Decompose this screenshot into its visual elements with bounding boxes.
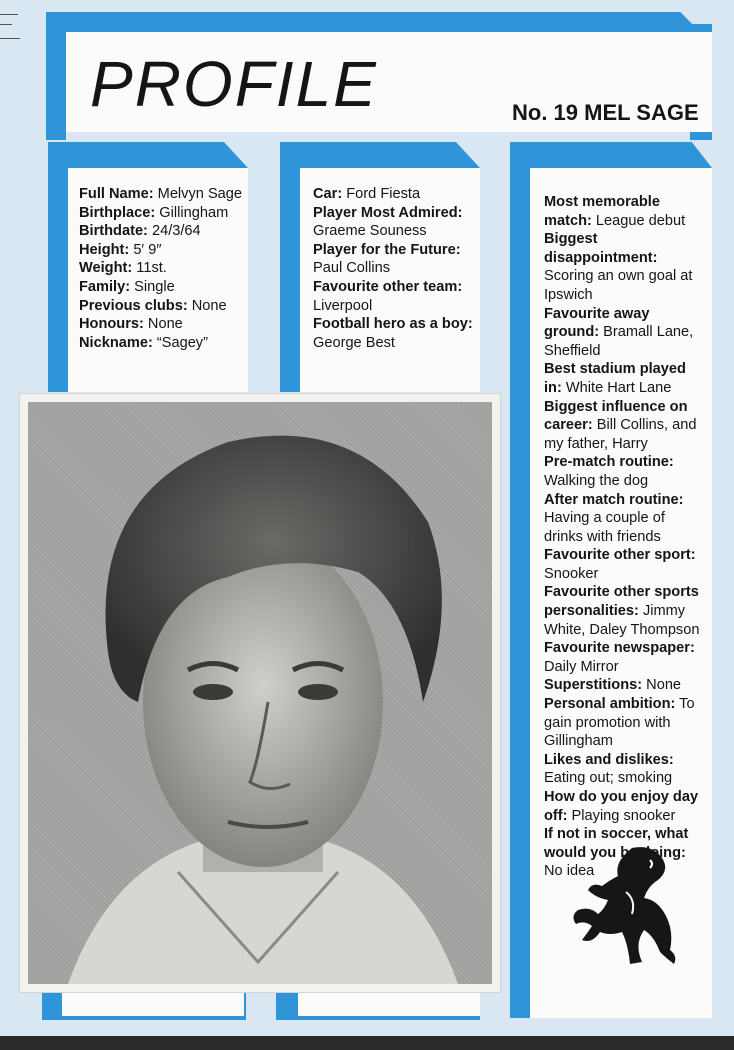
page-title: PROFILE [90, 48, 378, 120]
profile-entry [544, 360, 706, 397]
entry-label: Pre-match routine: [544, 454, 674, 471]
entry-value: Paul Collins [313, 260, 391, 277]
entry-label: Best stadium played in: [544, 361, 686, 396]
profile-entry [544, 639, 706, 676]
entry-value: Scoring an own goal at Ipswich [544, 268, 693, 303]
profile-entry [544, 193, 706, 230]
entry-label: Birthplace: [79, 204, 156, 221]
entry-value: None [143, 316, 183, 333]
profile-entry [79, 297, 244, 316]
profile-entry [79, 185, 244, 204]
entry-value: Gillingham [155, 204, 229, 221]
profile-entry [544, 751, 706, 788]
entry-value: Bramall Lane, Sheffield [544, 324, 694, 359]
entry-value: George Best [313, 334, 395, 351]
entry-value: League debut [591, 212, 686, 229]
entry-value: None [187, 297, 227, 314]
column2-text [313, 185, 478, 352]
entry-value: 24/3/64 [147, 223, 201, 240]
profile-entry [313, 204, 478, 241]
profile-entry [313, 241, 478, 278]
profile-entry [79, 315, 244, 334]
entry-label: Birthdate: [79, 223, 148, 240]
profile-entry [79, 222, 244, 241]
profile-entry [79, 334, 244, 353]
entry-value: To gain promotion with Gillingham [544, 696, 695, 750]
profile-entry [79, 204, 244, 223]
profile-entry [79, 259, 244, 278]
profile-entry [313, 278, 478, 315]
margin-mark [0, 14, 18, 15]
entry-value: 5′ 9″ [129, 241, 162, 258]
entry-value: “Sagey” [152, 334, 208, 351]
entry-value: Single [130, 278, 175, 295]
profile-entry [544, 305, 706, 361]
entry-label: Favourite other sports personalities: [544, 584, 699, 620]
entry-value: Jimmy White, Daley Thompson [544, 603, 700, 638]
column3-text [544, 193, 706, 881]
profile-entry [544, 546, 706, 583]
profile-entry [544, 695, 706, 751]
profile-entry [79, 241, 244, 260]
entry-label: Football hero as a boy: [313, 316, 473, 333]
entry-label: Height: [79, 241, 130, 258]
entry-label: Previous clubs: [79, 297, 188, 314]
entry-value: Melvyn Sage [153, 186, 243, 202]
entry-label: Personal ambition: [544, 696, 676, 713]
entry-label: Biggest disappointment: [544, 231, 658, 266]
profile-entry [544, 583, 706, 639]
entry-value: White Hart Lane [561, 379, 672, 396]
entry-label: Car: [313, 186, 343, 202]
profile-entry [313, 315, 478, 352]
entry-value: 11st. [132, 260, 167, 277]
entry-label: Player Most Admired: [313, 204, 463, 221]
column1-text [79, 185, 244, 352]
entry-value: Eating out; smoking [544, 770, 673, 787]
profile-entry [544, 453, 706, 490]
entry-label: Likes and dislikes: [544, 751, 674, 768]
entry-label: Superstitions: [544, 677, 643, 694]
entry-value: None [642, 677, 682, 694]
entry-label: Weight: [79, 260, 133, 277]
profile-entry [79, 278, 244, 297]
profile-entry [313, 185, 478, 204]
entry-label: Honours: [79, 316, 144, 333]
profile-entry [544, 491, 706, 547]
margin-mark [0, 24, 12, 25]
entry-label: Player for the Future: [313, 241, 461, 258]
entry-value: Snooker [544, 565, 599, 582]
player-number-name: No. 19 MEL SAGE [512, 100, 699, 125]
entry-value: Having a couple of drinks with friends [544, 510, 665, 545]
entry-value: Ford Fiesta [342, 186, 421, 202]
rearing-horse-icon [562, 840, 686, 970]
portrait-photo [28, 402, 492, 984]
entry-label: Family: [79, 278, 131, 295]
bottom-edge [0, 1036, 734, 1050]
entry-label: Favourite other sport: [544, 547, 696, 564]
entry-label: Favourite away ground: [544, 305, 650, 341]
profile-entry [544, 788, 706, 825]
entry-label: Favourite newspaper: [544, 640, 695, 657]
margin-mark [0, 38, 20, 39]
entry-label: Favourite other team: [313, 278, 463, 295]
entry-label: After match routine: [544, 491, 684, 508]
profile-entry [544, 676, 706, 695]
entry-label: Nickname: [79, 334, 153, 351]
entry-value: Liverpool [313, 297, 373, 314]
profile-entry [544, 398, 706, 454]
entry-label: How do you enjoy day off: [544, 789, 699, 824]
entry-label: Most memorable match: [544, 194, 660, 229]
entry-value: Bill Collins, and my father, Harry [544, 417, 697, 452]
entry-label: Biggest influence on career: [544, 398, 688, 434]
profile-entry [544, 230, 706, 304]
entry-label: If not in soccer, what would you be doing: [544, 826, 689, 861]
entry-value: Playing snooker [567, 807, 676, 824]
portrait-drawing [28, 402, 492, 984]
player-photo [20, 394, 500, 992]
entry-value: Daily Mirror [544, 658, 619, 675]
entry-value: No idea [544, 863, 595, 880]
entry-value: Graeme Souness [313, 223, 427, 240]
entry-label: Full Name: [79, 186, 154, 202]
entry-value: Walking the dog [544, 472, 649, 489]
